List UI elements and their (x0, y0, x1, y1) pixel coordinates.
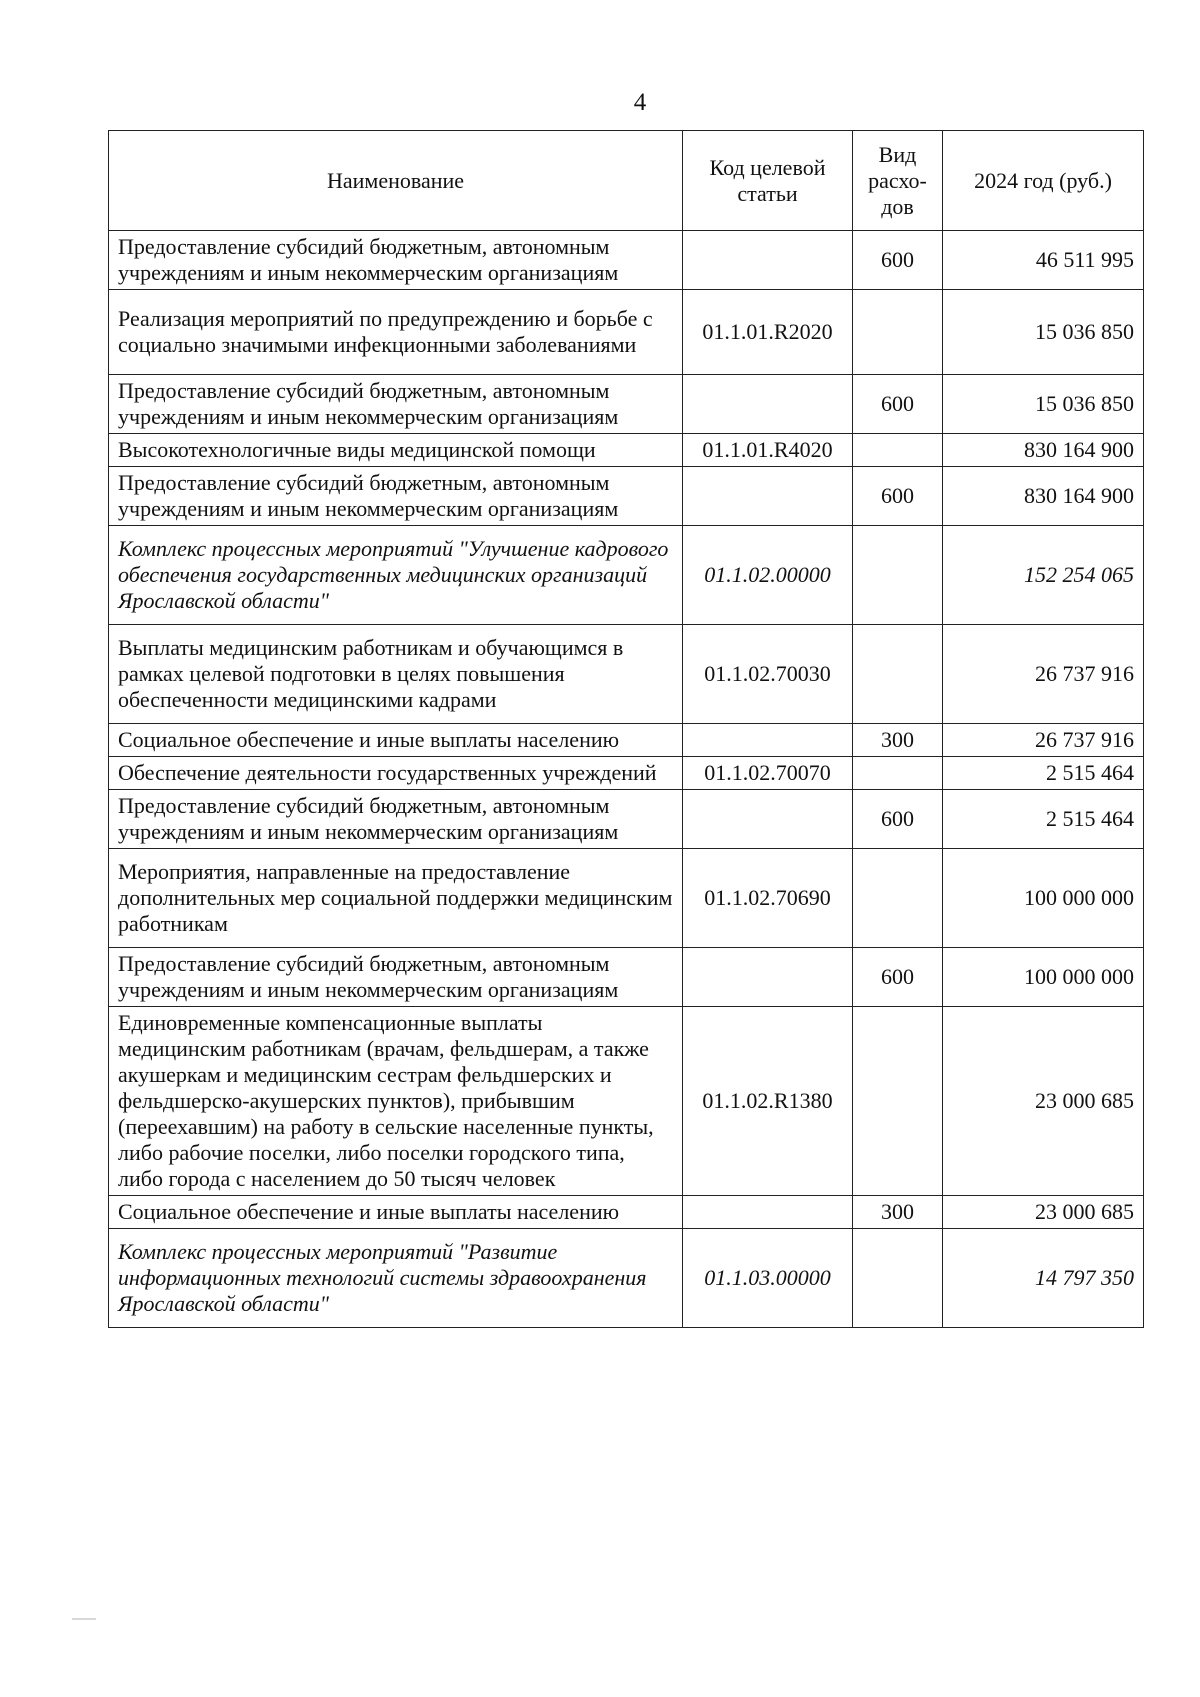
row-expense-type-cell (853, 757, 943, 790)
row-code-cell (683, 231, 853, 290)
row-amount-cell: 15 036 850 (943, 290, 1144, 375)
row-amount-cell: 100 000 000 (943, 948, 1144, 1007)
budget-table (108, 130, 1144, 1328)
row-name-cell: Предоставление субсидий бюджетным, автономным учреждениям и иным некоммерческим организациям (109, 948, 683, 1007)
row-name-cell: Обеспечение деятельности государственных учреждений (109, 757, 683, 790)
row-name-cell: Предоставление субсидий бюджетным, автономным учреждениям и иным некоммерческим организациям (109, 231, 683, 290)
table-row (109, 757, 1144, 790)
table-row (109, 948, 1144, 1007)
row-amount-cell: 2 515 464 (943, 790, 1144, 849)
row-amount-cell: 23 000 685 (943, 1196, 1144, 1229)
row-code-cell: 01.1.02.70070 (683, 757, 853, 790)
row-amount-cell: 14 797 350 (943, 1229, 1144, 1328)
row-code-cell: 01.1.02.R1380 (683, 1007, 853, 1196)
row-amount-cell: 152 254 065 (943, 526, 1144, 625)
row-code-cell: 01.1.01.R4020 (683, 434, 853, 467)
table-row (109, 526, 1144, 625)
row-amount-cell: 26 737 916 (943, 724, 1144, 757)
row-amount-cell: 26 737 916 (943, 625, 1144, 724)
table-row (109, 467, 1144, 526)
row-code-cell (683, 375, 853, 434)
row-amount-cell: 46 511 995 (943, 231, 1144, 290)
row-code-cell (683, 948, 853, 1007)
row-amount-cell: 830 164 900 (943, 467, 1144, 526)
table-row (109, 1196, 1144, 1229)
row-name-cell: Социальное обеспечение и иные выплаты населению (109, 1196, 683, 1229)
row-code-cell (683, 1196, 853, 1229)
row-name-cell: Выплаты медицинским работникам и обучающимся в рамках целевой подготовки в целях повышения обеспеченности медицинскими кадрами (109, 625, 683, 724)
row-name-cell: Предоставление субсидий бюджетным, автономным учреждениям и иным некоммерческим организациям (109, 375, 683, 434)
row-expense-type-cell (853, 526, 943, 625)
row-code-cell (683, 467, 853, 526)
table-body (109, 231, 1144, 1328)
row-expense-type-cell (853, 1229, 943, 1328)
table-row (109, 231, 1144, 290)
scan-artifact (72, 1618, 96, 1620)
row-code-cell: 01.1.02.00000 (683, 526, 853, 625)
header-name: Наименование (109, 131, 683, 231)
row-code-cell (683, 724, 853, 757)
table-row (109, 375, 1144, 434)
row-code-cell: 01.1.03.00000 (683, 1229, 853, 1328)
table-row (109, 790, 1144, 849)
header-code: Код целевой статьи (683, 131, 853, 231)
table-row (109, 1007, 1144, 1196)
row-expense-type-cell (853, 290, 943, 375)
row-expense-type-cell: 600 (853, 790, 943, 849)
row-name-cell: Предоставление субсидий бюджетным, автономным учреждениям и иным некоммерческим организациям (109, 790, 683, 849)
row-amount-cell: 23 000 685 (943, 1007, 1144, 1196)
row-amount-cell: 15 036 850 (943, 375, 1144, 434)
row-name-cell: Социальное обеспечение и иные выплаты населению (109, 724, 683, 757)
row-expense-type-cell: 300 (853, 724, 943, 757)
row-name-cell: Мероприятия, направленные на предоставление дополнительных мер социальной поддержки медицинским работникам (109, 849, 683, 948)
row-code-cell: 01.1.02.70690 (683, 849, 853, 948)
row-expense-type-cell (853, 434, 943, 467)
row-code-cell (683, 790, 853, 849)
row-code-cell: 01.1.02.70030 (683, 625, 853, 724)
row-expense-type-cell (853, 849, 943, 948)
row-amount-cell: 100 000 000 (943, 849, 1144, 948)
header-expense-type: Вид расхо-дов (853, 131, 943, 231)
table-row (109, 724, 1144, 757)
row-name-cell: Реализация мероприятий по предупреждению и борьбе с социально значимыми инфекционными заболеваниями (109, 290, 683, 375)
table-row (109, 849, 1144, 948)
header-amount-2024: 2024 год (руб.) (943, 131, 1144, 231)
table-row (109, 290, 1144, 375)
row-name-cell: Высокотехнологичные виды медицинской помощи (109, 434, 683, 467)
row-expense-type-cell: 600 (853, 948, 943, 1007)
table-row (109, 1229, 1144, 1328)
row-name-cell: Комплекс процессных мероприятий "Развитие информационных технологий системы здравоохранения Ярославской области" (109, 1229, 683, 1328)
row-code-cell: 01.1.01.R2020 (683, 290, 853, 375)
row-amount-cell: 830 164 900 (943, 434, 1144, 467)
row-expense-type-cell: 600 (853, 375, 943, 434)
row-expense-type-cell: 300 (853, 1196, 943, 1229)
row-name-cell: Комплекс процессных мероприятий "Улучшение кадрового обеспечения государственных медицинских организаций Ярославской области" (109, 526, 683, 625)
table-header-row (109, 131, 1144, 231)
page-number: 4 (633, 89, 647, 116)
table-row (109, 625, 1144, 724)
row-name-cell: Единовременные компенсационные выплаты медицинским работникам (врачам, фельдшерам, а также акушеркам и медицинским сестрам фельдшерских и фельдшерско-акушерских пунктов), прибывшим (переехавшим) на работу в сельские населенные пункты, либо рабочие поселки, либо поселки городского типа, либо города с населением до 50 тысяч человек (109, 1007, 683, 1196)
row-expense-type-cell (853, 625, 943, 724)
row-expense-type-cell (853, 1007, 943, 1196)
row-name-cell: Предоставление субсидий бюджетным, автономным учреждениям и иным некоммерческим организациям (109, 467, 683, 526)
row-expense-type-cell: 600 (853, 231, 943, 290)
table-row (109, 434, 1144, 467)
row-expense-type-cell: 600 (853, 467, 943, 526)
row-amount-cell: 2 515 464 (943, 757, 1144, 790)
